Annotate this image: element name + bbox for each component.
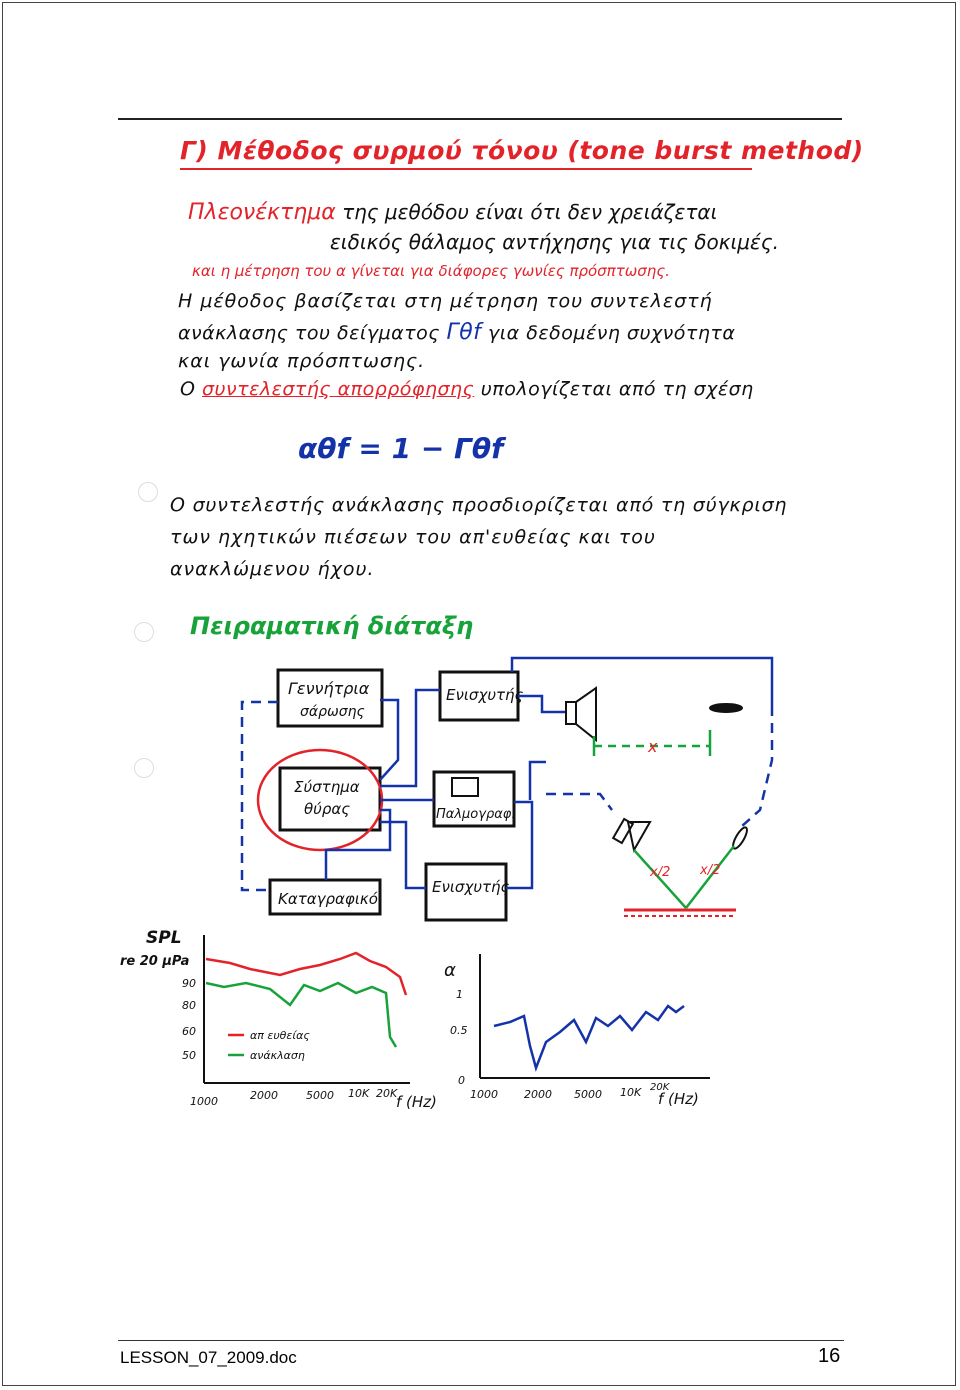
half-distance-right: x/2 bbox=[700, 863, 721, 878]
spl-legend-direct: απ ευθείας bbox=[250, 1029, 310, 1042]
alpha-chart bbox=[440, 950, 730, 1110]
mic-to-scope bbox=[530, 762, 546, 800]
speaker-feed-dashed bbox=[546, 794, 612, 810]
amp-top-to-speaker bbox=[518, 696, 566, 712]
paragraph1-line5: ανάκλασης του δείγματος bbox=[178, 322, 440, 344]
alpha-ylabel: α bbox=[444, 960, 456, 981]
spl-legend-reflected: ανάκλαση bbox=[250, 1049, 305, 1062]
alpha-xtick-20k: 20K bbox=[650, 1082, 670, 1093]
gate-to-amp-bottom bbox=[380, 822, 426, 888]
heading-underline bbox=[180, 168, 752, 170]
punch-hole-lower bbox=[134, 758, 154, 778]
paragraph1-line5-rest: για δεδομένη συχνότητα bbox=[487, 322, 736, 344]
alpha-curve bbox=[494, 1006, 684, 1068]
spl-ytick-80: 80 bbox=[182, 999, 196, 1012]
paragraph1-line4: Η μέθοδος βασίζεται στη μέτρηση του συντελεστή bbox=[178, 290, 713, 312]
alpha-ytick-1: 1 bbox=[456, 988, 463, 1001]
spl-chart bbox=[120, 925, 460, 1110]
setup-diagram bbox=[230, 650, 790, 930]
alpha-xtick-1000: 1000 bbox=[470, 1088, 498, 1101]
section-heading: Γ) Μέθοδος συρμού τόνου (tone burst method) bbox=[180, 136, 864, 165]
recorder-label: Καταγραφικό bbox=[278, 890, 378, 908]
reflection-symbol: Γθf bbox=[446, 320, 482, 345]
paragraph1-line6: και γωνία πρόσπτωσης. bbox=[178, 350, 426, 372]
spl-yref: re 20 μPa bbox=[120, 954, 190, 969]
gate-label-2: θύρας bbox=[304, 800, 351, 818]
absorption-formula: αθf = 1 − Γθf bbox=[298, 432, 504, 465]
spl-xtick-2000: 2000 bbox=[250, 1089, 278, 1102]
mic-to-gate-return bbox=[512, 658, 772, 706]
gate-label-1: Σύστημα bbox=[294, 778, 360, 796]
paragraph1-line7-rest: υπολογίζεται από τη σχέση bbox=[480, 378, 754, 400]
punch-hole-middle bbox=[134, 622, 154, 642]
footer-rule bbox=[118, 1340, 844, 1341]
alpha-xlabel: f (Hz) bbox=[658, 1090, 699, 1108]
advantage-label: Πλεονέκτημα bbox=[188, 200, 336, 225]
paragraph2-line3: ανακλώμενου ήχου. bbox=[170, 558, 375, 580]
distance-label: x bbox=[648, 737, 658, 756]
mic-down-dashed bbox=[742, 706, 772, 826]
generator-recorder-dashed bbox=[242, 702, 278, 890]
spl-ylabel: SPL bbox=[146, 928, 182, 948]
paragraph1-line1: της μεθόδου είναι ότι δεν χρειάζεται bbox=[342, 200, 718, 224]
alpha-xtick-10k: 10K bbox=[620, 1086, 642, 1099]
paragraph1-line7-start: Ο bbox=[180, 378, 196, 400]
generator-label-2: σάρωσης bbox=[300, 704, 365, 720]
speaker-direct-cone bbox=[576, 688, 596, 740]
footer-filename: LESSON_07_2009.doc bbox=[120, 1348, 297, 1367]
spl-ytick-50: 50 bbox=[182, 1049, 196, 1062]
alpha-xtick-2000: 2000 bbox=[524, 1088, 552, 1101]
paragraph1-line3: και η μέτρηση του α γίνεται για διάφορες γωνίες πρόσπτωσης. bbox=[192, 262, 670, 280]
mic-top bbox=[710, 704, 742, 712]
spl-ytick-60: 60 bbox=[182, 1025, 196, 1038]
scope-screen bbox=[452, 778, 478, 796]
setup-heading: Πειραματική διάταξη bbox=[190, 612, 474, 640]
spl-xtick-20k: 20K bbox=[376, 1087, 398, 1100]
generator-label-1: Γεννήτρια bbox=[288, 679, 370, 698]
paragraph2-line1: Ο συντελεστής ανάκλασης προσδιορίζεται από τη σύγκριση bbox=[170, 494, 788, 516]
spl-xtick-1000: 1000 bbox=[190, 1095, 218, 1108]
spl-xtick-10k: 10K bbox=[348, 1087, 370, 1100]
alpha-ytick-0: 0 bbox=[458, 1074, 465, 1087]
spl-xlabel: f (Hz) bbox=[396, 1093, 437, 1110]
speaker-direct bbox=[566, 702, 576, 724]
spl-xtick-5000: 5000 bbox=[306, 1089, 334, 1102]
punch-hole-top bbox=[138, 482, 158, 502]
amp-bottom-label: Ενισχυτής bbox=[432, 878, 510, 896]
header-rule bbox=[118, 118, 842, 120]
spl-ytick-90: 90 bbox=[182, 977, 196, 990]
amp-top-label: Ενισχυτής bbox=[446, 686, 524, 704]
paragraph1-line2: ειδικός θάλαμος αντήχησης για τις δοκιμές. bbox=[330, 230, 779, 254]
scope-label: Παλμογραφ. bbox=[436, 807, 516, 822]
alpha-xtick-5000: 5000 bbox=[574, 1088, 602, 1101]
page-number: 16 bbox=[818, 1345, 841, 1367]
absorption-term: συντελεστής απορρόφησης bbox=[202, 378, 475, 400]
half-distance-left: x/2 bbox=[650, 865, 671, 880]
alpha-ytick-0-5: 0.5 bbox=[450, 1024, 468, 1037]
paragraph2-line2: των ηχητικών πιέσεων του απ'ευθείας και του bbox=[170, 526, 656, 548]
